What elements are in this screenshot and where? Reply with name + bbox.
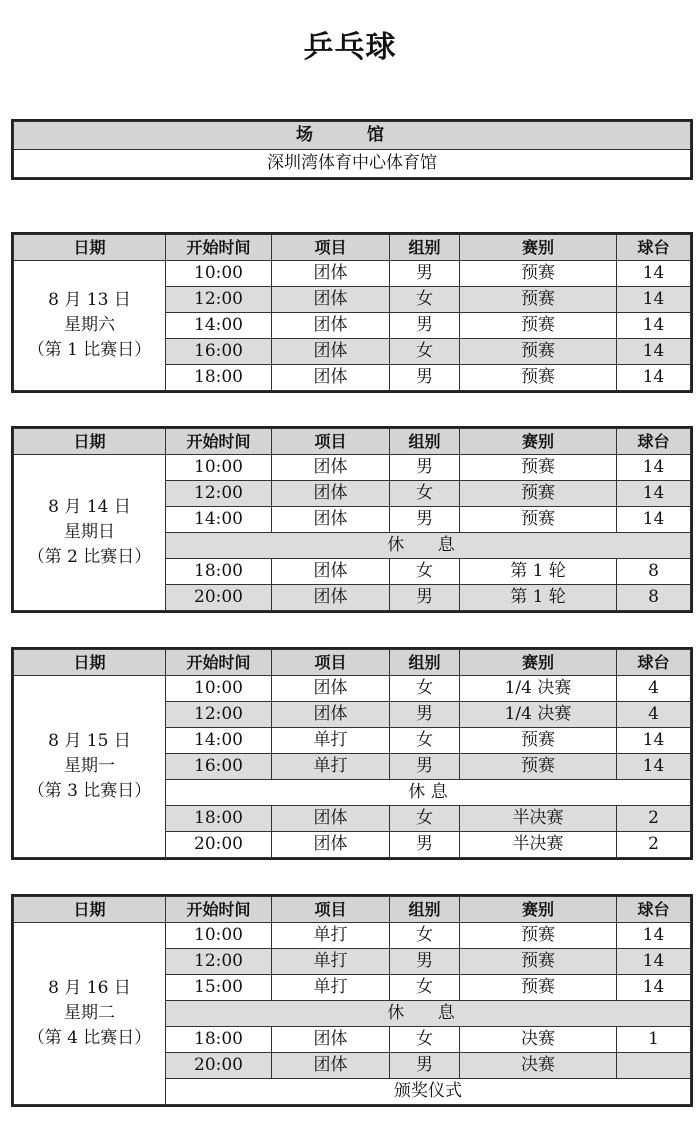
- cell-time: 12:00: [166, 287, 272, 313]
- cell-time: 16:00: [166, 754, 272, 780]
- cell-table: 4: [617, 702, 691, 728]
- rest-row: 休 息: [166, 533, 691, 559]
- cell-table: 2: [617, 832, 691, 858]
- cell-group: 女: [390, 923, 460, 949]
- cell-event: 单打: [272, 754, 390, 780]
- column-header-event: 项目: [272, 650, 390, 676]
- venue-name: 深圳湾体育中心体育馆: [14, 150, 691, 178]
- venue-header: 场 馆: [14, 122, 691, 150]
- cell-stage: 预赛: [460, 261, 617, 287]
- cell-event: 团体: [272, 313, 390, 339]
- column-header-start-time: 开始时间: [166, 429, 272, 455]
- cell-stage: 预赛: [460, 287, 617, 313]
- cell-group: 女: [390, 806, 460, 832]
- date-cell: [14, 676, 166, 858]
- cell-group: 男: [390, 261, 460, 287]
- cell-group: 男: [390, 949, 460, 975]
- cell-stage: 预赛: [460, 365, 617, 391]
- cell-event: 团体: [272, 339, 390, 365]
- cell-group: 男: [390, 832, 460, 858]
- date-label: 8 月 16 日: [48, 978, 131, 998]
- cell-table: 14: [617, 949, 691, 975]
- column-header-table: 球台: [617, 429, 691, 455]
- date-cell: [14, 455, 166, 611]
- cell-stage: 半决赛: [460, 806, 617, 832]
- day-note: （第 3 比赛日）: [27, 781, 152, 801]
- weekday-label: 星期一: [64, 756, 115, 776]
- cell-group: 女: [390, 339, 460, 365]
- cell-time: 15:00: [166, 975, 272, 1001]
- cell-table: 8: [617, 585, 691, 611]
- date-cell: [14, 261, 166, 391]
- cell-event: 团体: [272, 585, 390, 611]
- cell-table: [617, 1053, 691, 1079]
- cell-table: 14: [617, 923, 691, 949]
- column-header-group: 组别: [390, 650, 460, 676]
- column-header-stage: 赛别: [460, 235, 617, 261]
- cell-time: 18:00: [166, 365, 272, 391]
- cell-event: 单打: [272, 975, 390, 1001]
- cell-stage: 预赛: [460, 455, 617, 481]
- cell-event: 单打: [272, 923, 390, 949]
- cell-stage: 第 1 轮: [460, 585, 617, 611]
- cell-event: 团体: [272, 365, 390, 391]
- cell-group: 女: [390, 676, 460, 702]
- cell-event: 团体: [272, 261, 390, 287]
- column-header-date: 日期: [14, 429, 166, 455]
- column-header-group: 组别: [390, 897, 460, 923]
- cell-time: 12:00: [166, 949, 272, 975]
- cell-stage: 预赛: [460, 507, 617, 533]
- cell-stage: 预赛: [460, 728, 617, 754]
- cell-table: 14: [617, 507, 691, 533]
- cell-stage: 半决赛: [460, 832, 617, 858]
- column-header-table: 球台: [617, 650, 691, 676]
- schedule-table-day-3: [11, 647, 693, 860]
- cell-group: 男: [390, 585, 460, 611]
- cell-table: 14: [617, 754, 691, 780]
- weekday-label: 星期日: [64, 522, 115, 542]
- cell-table: 14: [617, 728, 691, 754]
- cell-event: 团体: [272, 806, 390, 832]
- cell-event: 团体: [272, 507, 390, 533]
- cell-table: 2: [617, 806, 691, 832]
- cell-group: 男: [390, 365, 460, 391]
- cell-group: 女: [390, 975, 460, 1001]
- cell-stage: 预赛: [460, 754, 617, 780]
- column-header-date: 日期: [14, 650, 166, 676]
- award-ceremony-row: 颁奖仪式: [166, 1079, 691, 1105]
- cell-time: 20:00: [166, 832, 272, 858]
- cell-stage: 预赛: [460, 313, 617, 339]
- weekday-label: 星期二: [64, 1003, 115, 1023]
- cell-time: 14:00: [166, 728, 272, 754]
- cell-time: 20:00: [166, 585, 272, 611]
- schedule-table-day-1: [11, 232, 693, 393]
- column-header-event: 项目: [272, 235, 390, 261]
- cell-table: 8: [617, 559, 691, 585]
- cell-event: 团体: [272, 1053, 390, 1079]
- cell-event: 团体: [272, 1027, 390, 1053]
- column-header-stage: 赛别: [460, 650, 617, 676]
- cell-group: 女: [390, 559, 460, 585]
- cell-event: 团体: [272, 287, 390, 313]
- date-label: 8 月 13 日: [48, 290, 131, 310]
- cell-table: 1: [617, 1027, 691, 1053]
- cell-event: 团体: [272, 832, 390, 858]
- cell-time: 18:00: [166, 559, 272, 585]
- cell-time: 10:00: [166, 676, 272, 702]
- cell-group: 女: [390, 1027, 460, 1053]
- day-note: （第 2 比赛日）: [27, 547, 152, 567]
- table-row: [14, 455, 691, 481]
- date-label: 8 月 15 日: [48, 731, 131, 751]
- cell-table: 14: [617, 261, 691, 287]
- cell-event: 团体: [272, 559, 390, 585]
- cell-stage: 预赛: [460, 949, 617, 975]
- cell-time: 10:00: [166, 261, 272, 287]
- cell-table: 14: [617, 481, 691, 507]
- column-header-stage: 赛别: [460, 429, 617, 455]
- cell-event: 团体: [272, 455, 390, 481]
- cell-group: 男: [390, 702, 460, 728]
- column-header-start-time: 开始时间: [166, 897, 272, 923]
- cell-event: 单打: [272, 728, 390, 754]
- column-header-date: 日期: [14, 897, 166, 923]
- cell-stage: 决赛: [460, 1027, 617, 1053]
- cell-time: 18:00: [166, 1027, 272, 1053]
- table-row: [14, 676, 691, 702]
- page-title: 乒乓球: [303, 30, 397, 65]
- cell-table: 14: [617, 975, 691, 1001]
- cell-group: 男: [390, 1053, 460, 1079]
- cell-event: 团体: [272, 676, 390, 702]
- cell-table: 14: [617, 313, 691, 339]
- column-header-date: 日期: [14, 235, 166, 261]
- cell-table: 14: [617, 365, 691, 391]
- table-row: [14, 261, 691, 287]
- table-row: [14, 923, 691, 949]
- cell-stage: 决赛: [460, 1053, 617, 1079]
- cell-table: 14: [617, 339, 691, 365]
- cell-time: 14:00: [166, 507, 272, 533]
- cell-table: 14: [617, 287, 691, 313]
- header-row: [14, 429, 691, 455]
- column-header-event: 项目: [272, 897, 390, 923]
- cell-stage: 1/4 决赛: [460, 676, 617, 702]
- cell-event: 团体: [272, 481, 390, 507]
- column-header-group: 组别: [390, 235, 460, 261]
- cell-stage: 预赛: [460, 923, 617, 949]
- cell-stage: 第 1 轮: [460, 559, 617, 585]
- column-header-start-time: 开始时间: [166, 235, 272, 261]
- cell-table: 4: [617, 676, 691, 702]
- cell-group: 女: [390, 728, 460, 754]
- cell-event: 单打: [272, 949, 390, 975]
- header-row: [14, 235, 691, 261]
- cell-time: 16:00: [166, 339, 272, 365]
- cell-group: 男: [390, 455, 460, 481]
- cell-time: 14:00: [166, 313, 272, 339]
- column-header-event: 项目: [272, 429, 390, 455]
- header-row: [14, 897, 691, 923]
- rest-row: 休 息: [166, 1001, 691, 1027]
- schedule-table-day-2: [11, 426, 693, 613]
- cell-stage: 预赛: [460, 481, 617, 507]
- cell-stage: 预赛: [460, 339, 617, 365]
- cell-event: 团体: [272, 702, 390, 728]
- cell-group: 女: [390, 287, 460, 313]
- cell-group: 男: [390, 754, 460, 780]
- schedule-table-day-4: [11, 894, 693, 1107]
- venue-table: [11, 119, 693, 180]
- column-header-group: 组别: [390, 429, 460, 455]
- cell-time: 18:00: [166, 806, 272, 832]
- column-header-stage: 赛别: [460, 897, 617, 923]
- cell-stage: 1/4 决赛: [460, 702, 617, 728]
- cell-time: 10:00: [166, 923, 272, 949]
- day-note: （第 4 比赛日）: [27, 1028, 152, 1048]
- column-header-table: 球台: [617, 235, 691, 261]
- day-note: （第 1 比赛日）: [27, 340, 152, 360]
- column-header-table: 球台: [617, 897, 691, 923]
- cell-stage: 预赛: [460, 975, 617, 1001]
- weekday-label: 星期六: [64, 315, 115, 335]
- date-cell: [14, 923, 166, 1105]
- cell-time: 12:00: [166, 702, 272, 728]
- cell-time: 12:00: [166, 481, 272, 507]
- rest-row: 休 息: [166, 780, 691, 806]
- cell-group: 男: [390, 507, 460, 533]
- cell-group: 女: [390, 481, 460, 507]
- cell-time: 10:00: [166, 455, 272, 481]
- column-header-start-time: 开始时间: [166, 650, 272, 676]
- date-label: 8 月 14 日: [48, 497, 131, 517]
- cell-group: 男: [390, 313, 460, 339]
- cell-time: 20:00: [166, 1053, 272, 1079]
- header-row: [14, 650, 691, 676]
- cell-table: 14: [617, 455, 691, 481]
